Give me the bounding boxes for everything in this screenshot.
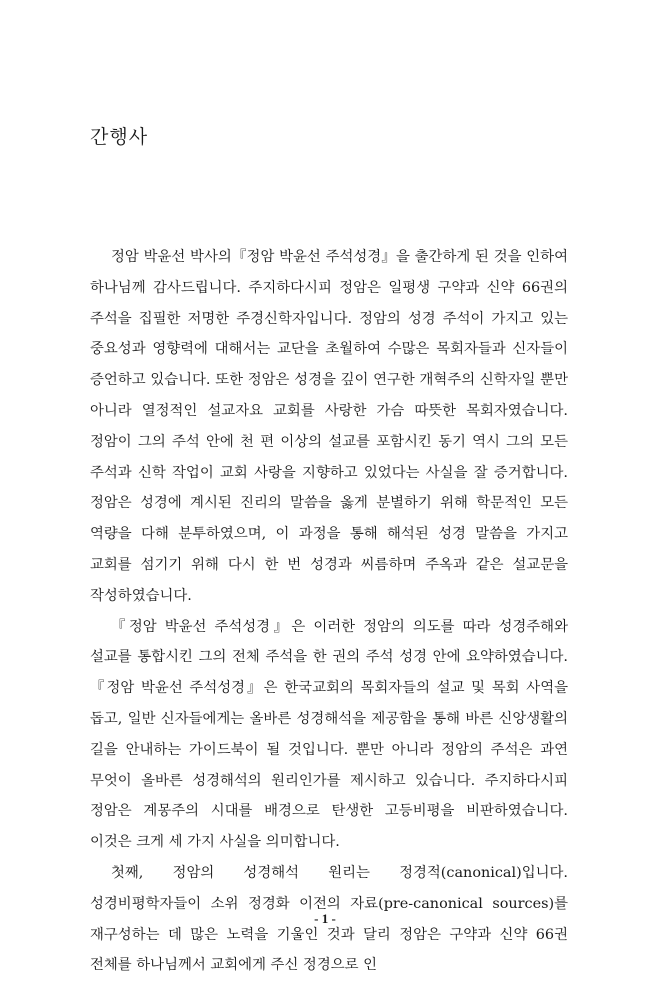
body-text <box>90 242 568 981</box>
page-title: 간행사 <box>90 126 149 148</box>
page-number: - 1 - <box>314 911 336 926</box>
paragraph: 『정암 박윤선 주석성경』은 이러한 정암의 의도를 따라 성경주해와 설교를 통합시킨 그의 전체 주석을 한 권의 주석 성경 안에 요약하였습니다.『정암 박윤선 주석성경』은 한국교회의 목회자들의 설교 및 목회 사역을 돕고, 일반 신자들에게는 올바른 성경해석을 제공함을 통해 바른 신앙생활의 길을 안내하는 가이드북이 될 것입니다. 뿐만 아니라 정암의 주석은 과연 무엇이 올바른 성경해석의 원리인가를 제시하고 있습니다. 주지하다시피 정암은 계몽주의 시대를 배경으로 탄생한 고등비평을 비판하였습니다. 이것은 크게 세 가지 사실을 의미합니다. <box>90 618 568 851</box>
paragraph: 정암 박윤선 박사의『정암 박윤선 주석성경』을 출간하게 된 것을 인하여 하나님께 감사드립니다. 주지하다시피 정암은 일평생 구약과 신약 66권의 주석을 집필한 저명한 주경신학자입니다. 정암의 성경 주석이 가지고 있는 중요성과 영향력에 대해서는 교단을 초월하여 수많은 목회자들과 신자들이 증언하고 있습니다. 또한 정암은 성경을 깊이 연구한 개혁주의 신학자일 뿐만 아니라 열정적인 설교자요 교회를 사랑한 가슴 따뜻한 목회자였습니다. 정암이 그의 주석 안에 천 편 이상의 설교를 포함시킨 동기 역시 그의 모든 주석과 신학 작업이 교회 사랑을 지향하고 있었다는 사실을 잘 증거합니다. 정암은 성경에 계시된 진리의 말씀을 옳게 분별하기 위해 학문적인 모든 역량을 다해 분투하였으며, 이 과정을 통해 해석된 성경 말씀을 가지고 교회를 섬기기 위해 다시 한 번 성경과 씨름하며 주옥과 같은 설교문을 작성하였습니다. <box>90 249 568 604</box>
paragraph: 첫째, 정암의 성경해석 원리는 정경적(canonical)입니다. 성경비평학자들이 소위 정경화 이전의 자료(pre-canonical sources)를 재구성하는 데 많은 노력을 기울인 것과 달리 정암은 구약과 신약 66권 전체를 하나님께서 교회에게 주신 정경으로 인 <box>90 864 568 974</box>
